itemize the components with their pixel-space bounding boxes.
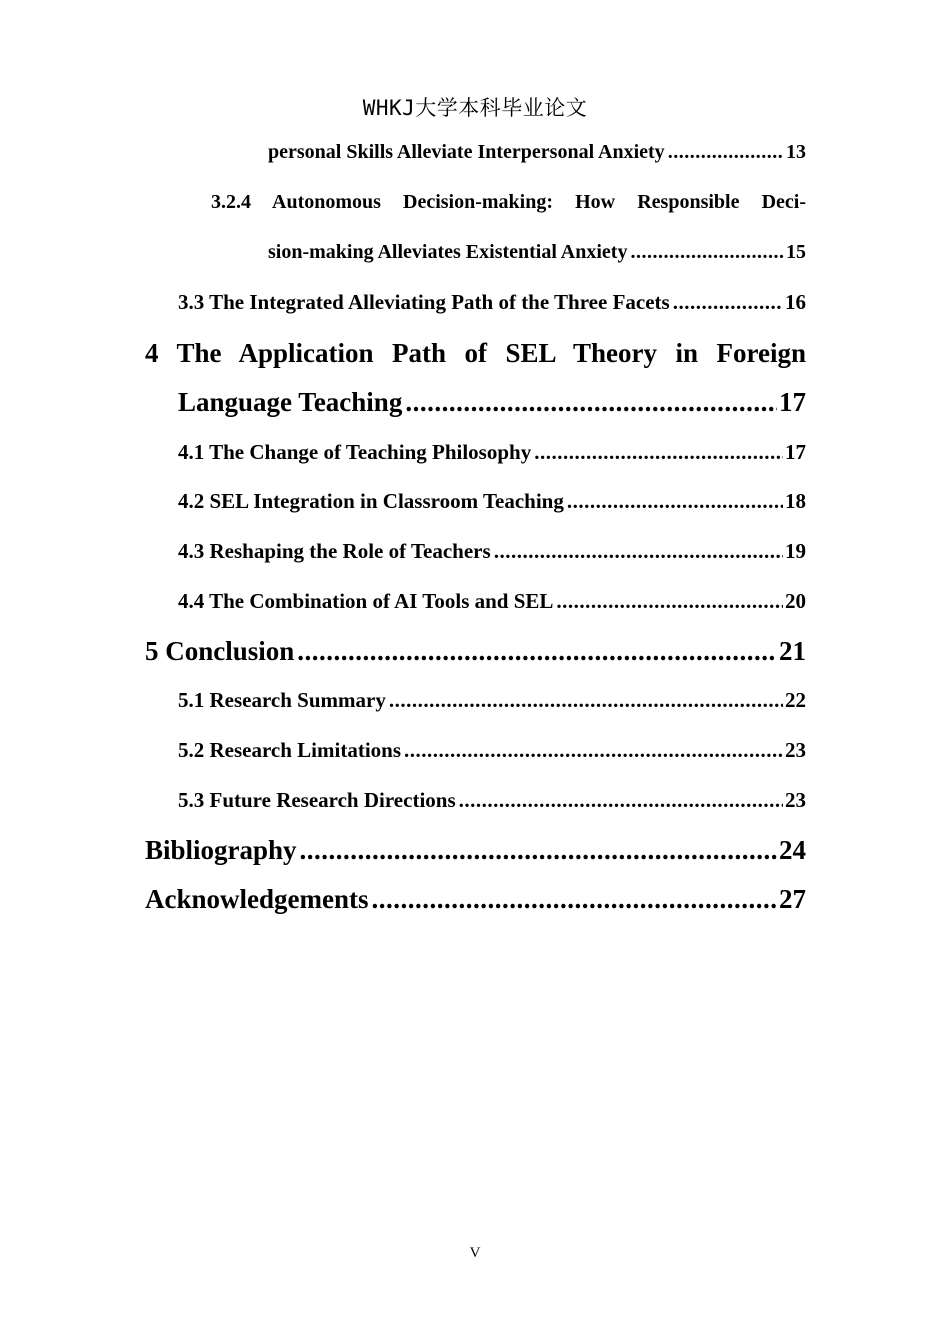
running-header: WHKJ大学本科毕业论文 xyxy=(362,96,588,120)
toc-leader-dots xyxy=(389,686,783,714)
toc-entry-title-line2: sion-making Alleviates Existential Anxiety xyxy=(268,241,628,263)
toc-leader-dots xyxy=(405,385,777,419)
toc-entry-title: 3.3 The Integrated Alleviating Path of the Three Facets xyxy=(178,290,670,314)
toc-entry-chapter-4[interactable] xyxy=(145,336,806,370)
toc-leader-dots xyxy=(630,239,784,265)
toc-entry-acknowledgements[interactable] xyxy=(145,882,806,916)
toc-page-number: 18 xyxy=(785,489,806,513)
toc-entry-title-line1: 3.2.4 Autonomous Decision-making: How Responsible Deci- xyxy=(211,191,806,213)
toc-entry-title: 4.1 The Change of Teaching Philosophy xyxy=(178,440,532,464)
toc-entry-4-4[interactable] xyxy=(178,587,806,615)
toc-leader-dots xyxy=(668,139,784,165)
toc-page-number: 13 xyxy=(786,141,806,163)
toc-page-number: 24 xyxy=(779,835,806,865)
toc-leader-dots xyxy=(297,634,777,668)
toc-entry-3-3[interactable] xyxy=(178,288,806,316)
toc-entry-4-2[interactable] xyxy=(178,487,806,515)
toc-entry-title: 4.3 Reshaping the Role of Teachers xyxy=(178,539,491,563)
toc-entry-3-2-3-continued[interactable] xyxy=(268,139,806,165)
toc-leader-dots xyxy=(404,736,783,764)
toc-leader-dots xyxy=(494,537,783,565)
toc-page-number: 23 xyxy=(785,738,806,762)
toc-entry-title: 4.4 The Combination of AI Tools and SEL xyxy=(178,589,554,613)
toc-entry-chapter-5[interactable] xyxy=(145,634,806,668)
toc-leader-dots xyxy=(673,288,783,316)
toc-entry-5-3[interactable] xyxy=(178,786,806,814)
toc-leader-dots xyxy=(556,587,783,615)
toc-entry-title: 5.3 Future Research Directions xyxy=(178,788,456,812)
toc-page-number: 27 xyxy=(779,884,806,914)
toc-page-number: 19 xyxy=(785,539,806,563)
toc-entry-5-2[interactable] xyxy=(178,736,806,764)
toc-entry-title: 5.2 Research Limitations xyxy=(178,738,402,762)
toc-leader-dots xyxy=(567,487,783,515)
toc-leader-dots xyxy=(372,882,778,916)
toc-entry-chapter-4-continued[interactable] xyxy=(178,385,806,419)
page-number: V xyxy=(469,1245,481,1261)
toc-entry-title: Acknowledgements xyxy=(145,884,369,914)
toc-page-number: 16 xyxy=(785,290,806,314)
toc-entry-title: 5 Conclusion xyxy=(145,636,295,666)
toc-page-number: 15 xyxy=(786,241,806,263)
toc-entry-4-1[interactable] xyxy=(178,438,806,466)
toc-leader-dots xyxy=(300,833,777,867)
toc-entry-title: Bibliography xyxy=(145,835,297,865)
toc-page-number: 20 xyxy=(785,589,806,613)
toc-page-number: 23 xyxy=(785,788,806,812)
toc-page-number: 17 xyxy=(785,440,806,464)
toc-entry-4-3[interactable] xyxy=(178,537,806,565)
toc-entry-title: personal Skills Alleviate Interpersonal Anxiety xyxy=(268,141,665,163)
toc-entry-title-line1: 4 The Application Path of SEL Theory in Foreign xyxy=(145,338,806,368)
toc-entry-3-2-4-continued[interactable] xyxy=(268,239,806,265)
toc-entry-title: 5.1 Research Summary xyxy=(178,688,386,712)
toc-entry-title: 4.2 SEL Integration in Classroom Teaching xyxy=(178,489,564,513)
toc-page-number: 22 xyxy=(785,688,806,712)
toc-entry-title-line2: Language Teaching xyxy=(178,387,403,417)
toc-entry-3-2-4[interactable] xyxy=(211,189,806,215)
toc-page-number: 21 xyxy=(779,636,806,666)
toc-leader-dots xyxy=(459,786,783,814)
toc-leader-dots xyxy=(534,438,783,466)
toc-entry-5-1[interactable] xyxy=(178,686,806,714)
toc-entry-bibliography[interactable] xyxy=(145,833,806,867)
toc-page-number: 17 xyxy=(779,387,806,417)
